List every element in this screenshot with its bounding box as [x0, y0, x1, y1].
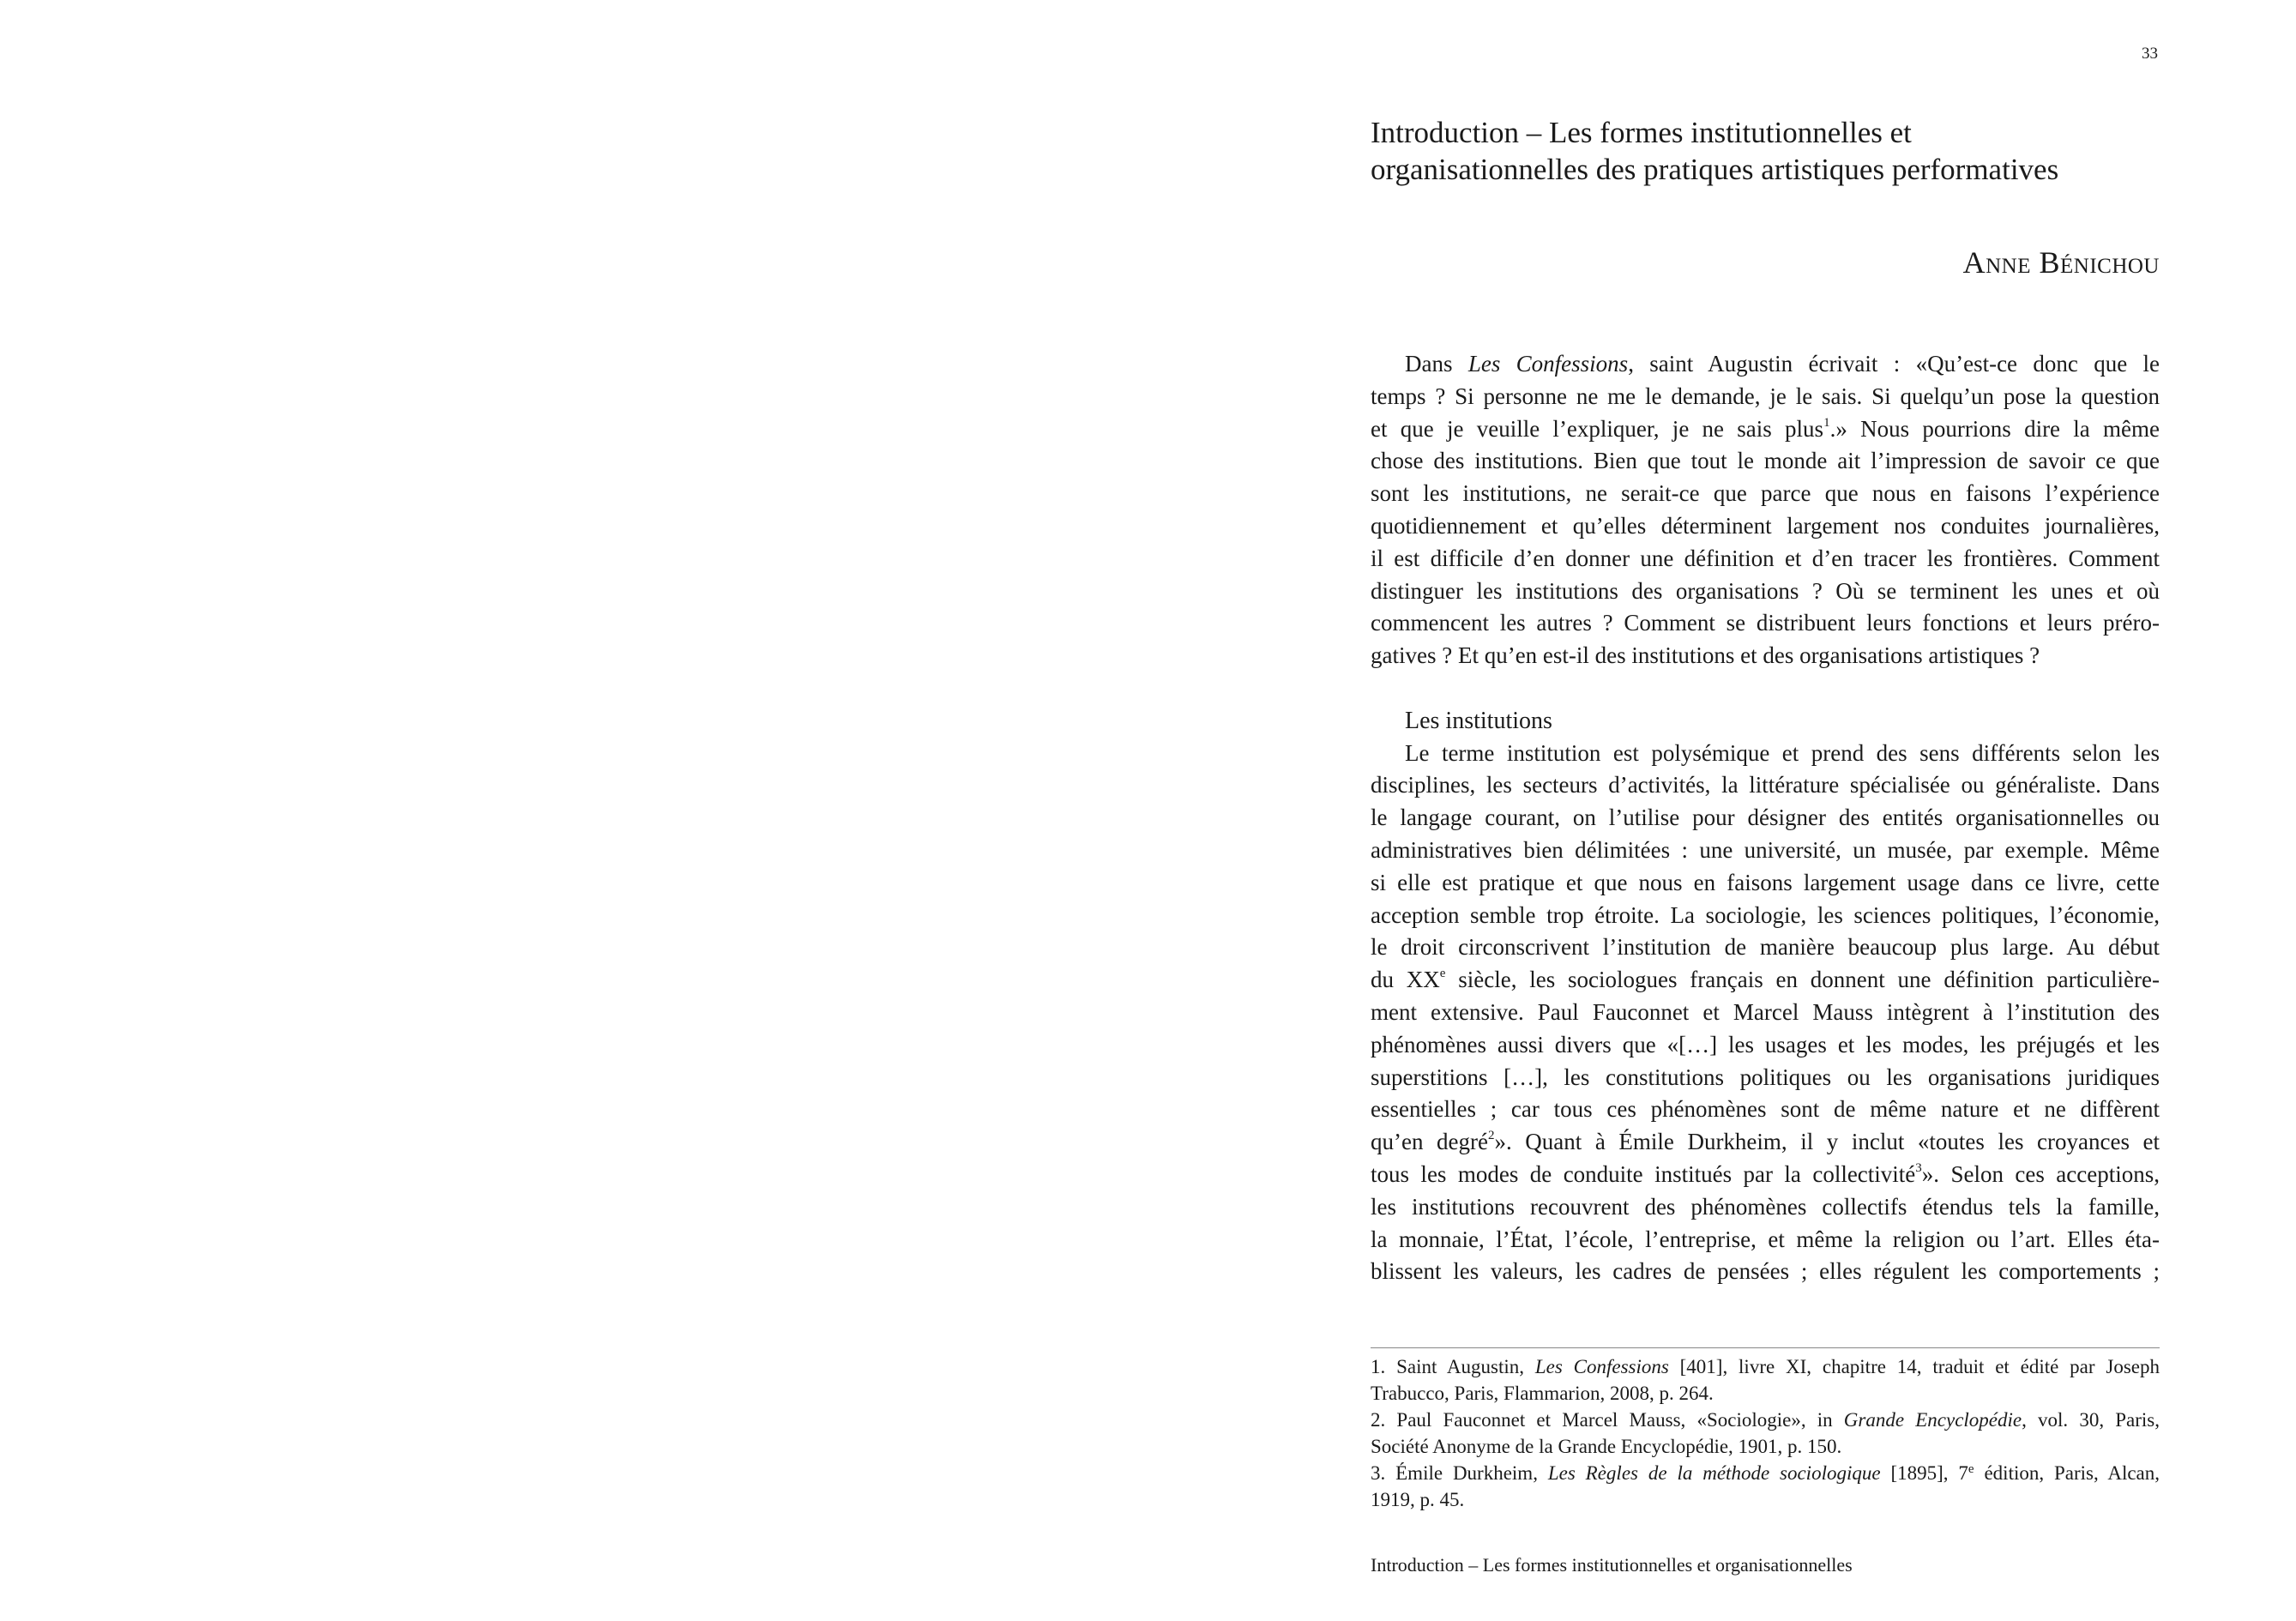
text-run: siècle, les sociologues français en donnent une définition particulière- [1445, 967, 2160, 993]
text-run: [401], livre XI, chapitre 14, traduit et édité par Joseph [1668, 1356, 2160, 1377]
text-run: ». Quant à Émile Durkheim, il y inclut «toutes les croyances et [1494, 1129, 2160, 1155]
text-line [1371, 1191, 2160, 1224]
text-run: phénomènes aussi divers que «[…] les usages et les modes, les préjugés et les [1371, 1031, 2160, 1058]
text-line [1371, 1256, 2160, 1288]
text-run: le langage courant, on l’utilise pour désigner des entités organisationnelles ou [1371, 804, 2160, 831]
text-run: [1895], 7 [1880, 1462, 1968, 1484]
text-run: ment extensive. Paul Fauconnet et Marcel Mauss intègrent à l’institution des [1371, 998, 2160, 1025]
footnote-line [1371, 1486, 2160, 1513]
text-run: Trabucco, Paris, Flammarion, 2008, p. 264. [1371, 1383, 1714, 1404]
text-line [1371, 413, 2160, 446]
text-run: tous les modes de conduite institués par la collectivité [1371, 1160, 1916, 1187]
text-line [1371, 867, 2160, 900]
text-line [1371, 931, 2160, 964]
text-run: il est difficile d’en donner une définition et d’en tracer les frontières. Comment [1371, 545, 2160, 571]
text-run: Le terme institution est polysémique et prend des sens différents selon les [1405, 739, 2160, 766]
text-run: Dans [1405, 351, 1468, 377]
text-line [1371, 835, 2160, 867]
text-line [1371, 1062, 2160, 1094]
text-run: blissent les valeurs, les cadres de pensées ; elles régulent les comportements ; [1371, 1258, 2160, 1285]
footnote-divider [1371, 1347, 2160, 1348]
text-run: essentielles ; car tous ces phénomènes sont de même nature et ne diffèrent [1371, 1096, 2160, 1123]
text-run: ». Selon ces acceptions, [1921, 1160, 2160, 1187]
text-run: 1. Saint Augustin, [1371, 1356, 1535, 1377]
footnotes [1371, 1353, 2160, 1513]
text-line [1371, 964, 2160, 997]
italic-text: Les Règles de la méthode sociologique [1547, 1462, 1881, 1484]
superscript: e [1968, 1462, 1974, 1476]
superscript: 3 [1915, 1160, 1922, 1175]
text-line [1371, 1029, 2160, 1062]
text-run: si elle est pratique et que nous en faisons largement usage dans ce livre, cette [1371, 869, 2160, 895]
text-line [1371, 900, 2160, 932]
text-run: 1919, p. 45. [1371, 1489, 1465, 1510]
text-run: la monnaie, l’État, l’école, l’entreprise, et même la religion ou l’art. Elles éta- [1371, 1226, 2160, 1252]
paragraph-institutions [1371, 738, 2160, 1289]
text-line [1371, 1224, 2160, 1256]
text-line [1371, 348, 2160, 381]
text-line [1371, 1159, 2160, 1191]
text-run: acception semble trop étroite. La sociologie, les sciences politiques, l’économie, [1371, 901, 2160, 928]
paragraph-intro [1371, 348, 2160, 672]
author-name: Anne Bénichou [1962, 245, 2160, 280]
text-line [1371, 997, 2160, 1029]
text-line [1371, 738, 2160, 770]
text-run: édition, Paris, Alcan, [1974, 1462, 2160, 1484]
chapter-title-line: Introduction – Les formes institutionnelles et [1371, 116, 1912, 149]
text-run: , saint Augustin écrivait : «Qu’est-ce donc que le [1628, 351, 2160, 377]
text-run: gatives ? Et qu’en est-il des institutions et des organisations artistiques ? [1371, 642, 2040, 669]
text-run: qu’en degré [1371, 1129, 1488, 1155]
italic-text: Grande Encyclopédie [1843, 1409, 2022, 1431]
text-line [1371, 445, 2160, 478]
text-line [1371, 510, 2160, 543]
footnote-line [1371, 1380, 2160, 1407]
text-run: commencent les autres ? Comment se distribuent leurs fonctions et leurs préro- [1371, 610, 2160, 636]
text-line [1371, 802, 2160, 835]
text-line [1371, 543, 2160, 575]
text-run: distinguer les institutions des organisations ? Où se terminent les unes et où [1371, 577, 2160, 604]
text-line [1371, 1094, 2160, 1126]
text-run: administratives bien délimitées : une université, un musée, par exemple. Même [1371, 836, 2160, 863]
text-run: les institutions recouvrent des phénomènes collectifs étendus tels la famille, [1371, 1193, 2160, 1220]
page-number: 33 [2142, 45, 2158, 63]
text-run: Société Anonyme de la Grande Encyclopédie, 1901, p. 150. [1371, 1436, 1842, 1457]
superscript: 1 [1823, 415, 1830, 430]
text-run: quotidiennement et qu’elles déterminent largement nos conduites journalières, [1371, 512, 2160, 539]
text-line [1371, 478, 2160, 510]
superscript: e [1439, 967, 1446, 981]
text-run: du XX [1371, 967, 1440, 993]
text-line [1371, 769, 2160, 802]
text-line [1371, 640, 2160, 672]
text-line [1371, 381, 2160, 413]
text-line [1371, 1126, 2160, 1159]
footnote-line [1371, 1353, 2160, 1380]
chapter-title-line: organisationnelles des pratiques artistiques performatives [1371, 153, 2059, 186]
text-run: 2. Paul Fauconnet et Marcel Mauss, «Sociologie», in [1371, 1409, 1844, 1431]
italic-text: Les Confessions [1534, 1356, 1669, 1377]
running-footer: Introduction – Les formes institutionnelles et organisationnelles [1371, 1554, 1853, 1576]
section-heading: Les institutions [1405, 707, 1552, 734]
text-line [1371, 575, 2160, 608]
text-run: et que je veuille l’expliquer, je ne sais plus [1371, 415, 1824, 442]
chapter-title [1371, 114, 2160, 188]
text-run: le droit circonscrivent l’institution de manière beaucoup plus large. Au début [1371, 934, 2160, 961]
text-line [1371, 607, 2160, 640]
text-run: .» Nous pourrions dire la même [1829, 415, 2160, 442]
text-run: sont les institutions, ne serait-ce que parce que nous en faisons l’expérience [1371, 480, 2160, 507]
text-run: , vol. 30, Paris, [2022, 1409, 2160, 1431]
text-run: disciplines, les secteurs d’activités, la littérature spécialisée ou généraliste. Dans [1371, 772, 2160, 798]
text-run: chose des institutions. Bien que tout le monde ait l’impression de savoir ce que [1371, 448, 2160, 474]
body-text [1371, 348, 2160, 1288]
text-run: 3. Émile Durkheim, [1371, 1462, 1548, 1484]
footnote-line [1371, 1460, 2160, 1486]
footnote-line [1371, 1407, 2160, 1433]
text-run: temps ? Si personne ne me le demande, je le sais. Si quelqu’un pose la question [1371, 383, 2160, 409]
italic-text: Les Confessions [1467, 351, 1629, 377]
footnote-line [1371, 1433, 2160, 1460]
superscript: 2 [1488, 1129, 1495, 1143]
text-run: superstitions […], les constitutions politiques ou les organisations juridiques [1371, 1064, 2160, 1090]
